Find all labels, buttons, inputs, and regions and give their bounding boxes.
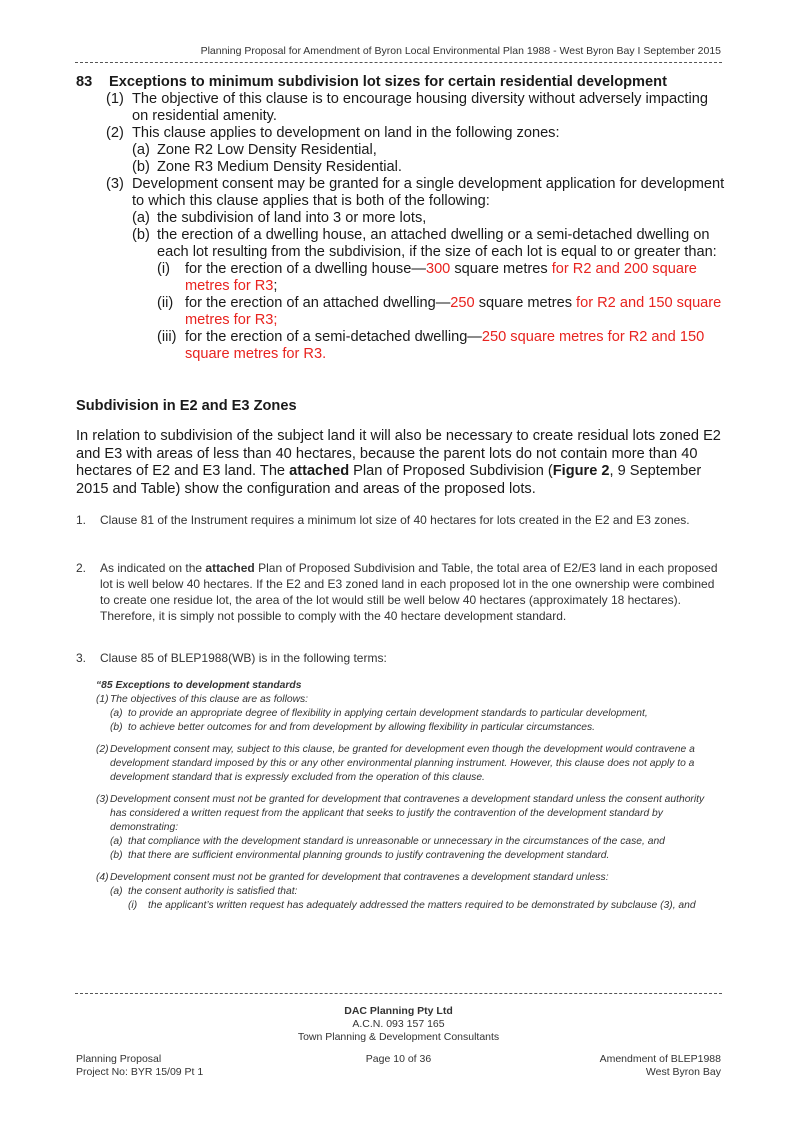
quote-text: Development consent must not be granted for development that contravenes a development standard unless the consent authority has considered a written request from the applicant that seeks to justify the contravention of the development standard by demonstrating: [110,794,705,833]
subclause-text: the erection of a dwelling house, an attached dwelling or a semi-detached dwelling on each lot resulting from the subdivision, if the size of each lot is equal to or greater than: [157,227,717,260]
quote-subclause-3 [96,793,722,835]
quote-subclause-1a [96,707,722,721]
quote-subclause-1b [96,721,722,735]
subclause-text: This clause applies to development on land in the following zones: [132,125,560,141]
footer-doc-type: Planning Proposal [76,1053,162,1065]
marker: (ii) [157,295,174,311]
page-number: Page 10 of 36 [365,1053,432,1065]
quote-text: the applicant’s written request has adequately addressed the matters required to be demonstrated by subclause (3), and [148,900,696,911]
marker: (iii) [157,329,177,345]
marker: (a) [132,142,150,158]
text-run: for the erection of a semi-detached dwelling— [185,329,482,345]
quote-subclause-4 [96,871,722,885]
numbered-paragraph-3 [76,650,722,666]
quote-text: the consent authority is satisfied that: [128,886,298,897]
amended-text: ; [273,312,278,328]
quote-text: Development consent may, subject to this clause, be granted for development even though the development would contravene a development standard imposed by this or any other environmental planning instrument. However, this clause does not apply to a development standard that is expressly excluded from the operation of this clause. [110,744,695,783]
running-header: Planning Proposal for Amendment of Byron Local Environmental Plan 1988 - West Byron Bay I September 2015 [200,45,721,57]
text-run: for the erection of an attached dwelling— [185,295,451,311]
text-run: square metres [474,295,577,311]
marker: (b) [132,227,150,243]
numbered-paragraph-1 [76,512,722,528]
marker: (b) [132,159,150,175]
marker: (a) [110,708,123,719]
text-run: In relation to subdivision of the subject land it will also be necessary to create residual lots zoned E2 and E3 with areas of less than 40 hectares, because the parent lots do not contain more than 40 hectares of E2 and E3 land. The [76,428,721,480]
quote-text: that there are sufficient environmental planning grounds to justify contravening the development standard. [128,850,610,861]
quote-subclause-3b [96,849,722,863]
paragraph-text [100,560,722,624]
intro-paragraph [76,428,722,498]
quote-text: that compliance with the development standard is unreasonable or unnecessary in the circumstances of the case, and [128,836,665,847]
clause-85-quote [96,679,722,913]
marker: (3) [106,176,124,192]
text-run: ; [273,278,278,294]
marker: (1) [96,694,109,705]
marker: (a) [110,836,123,847]
marker: (1) [106,91,124,107]
amended-text: 250 [450,295,475,311]
marker: (3) [96,794,109,805]
marker: (2) [96,744,109,755]
amended-text: . [322,346,327,362]
bold-text: attached [205,561,255,575]
quote-subclause-3a [96,835,722,849]
marker: 1. [76,513,87,527]
subclause-2 [76,125,726,142]
amended-text: for R2 and 150 square metres for R3 [185,295,722,328]
marker: (2) [106,125,124,141]
marker: (i) [128,900,138,911]
marker: (a) [110,886,123,897]
text-run: for the erection of a dwelling house— [185,261,426,277]
subclause-3b-iii [76,329,726,363]
section-heading: Subdivision in E2 and E3 Zones [76,398,297,414]
header-divider [75,62,722,63]
quote-text: to provide an appropriate degree of flexibility in applying certain development standards to particular development, [128,708,648,719]
subclause-text [185,295,726,329]
quote-subclause-2 [96,743,722,785]
clause-83 [76,74,726,363]
subclause-3 [76,176,726,210]
footer-divider [75,993,722,994]
footer-amendment: Amendment of BLEP1988 [599,1053,721,1065]
subclause-text: Development consent may be granted for a single development application for development to which this clause applies that is both of the following: [132,176,725,209]
footer-project-no: Project No: BYR 15/09 Pt 1 [76,1066,204,1078]
company-name: DAC Planning Pty Ltd [344,1005,453,1017]
bold-text: Figure 2 [552,463,610,480]
text-run: , 9 September 2015 and Table) show the configuration and areas of the proposed lots. [76,463,702,497]
marker: (b) [110,850,123,861]
footer-company-block [0,1005,797,1044]
paragraph-text: Clause 85 of BLEP1988(WB) is in the following terms: [100,651,387,665]
text-run: square metres [450,261,552,277]
subclause-text: the subdivision of land into 3 or more lots, [157,210,427,226]
subclause-2a [76,142,726,159]
bold-text: attached [289,463,350,480]
quote-title: “85 Exceptions to development standards [96,680,302,691]
company-tagline: Town Planning & Development Consultants [297,1031,500,1043]
text-run: Plan of Proposed Subdivision ( [349,463,553,480]
numbered-paragraph-2 [76,560,722,624]
quote-subclause-4a-i [96,899,722,913]
quote-text: The objectives of this clause are as follows: [110,694,309,705]
clause-number: 83 [76,74,93,90]
subclause-2b [76,159,726,176]
quote-subclause-1 [96,693,722,707]
subclause-text: The objective of this clause is to encourage housing diversity without adversely impacting on residential amenity. [132,91,708,124]
subclause-text: Zone R3 Medium Density Residential. [157,159,402,175]
text-run: Plan of Proposed Subdivision and Table, the total area of E2/E3 land in each proposed lot is well below 40 hectares. If the E2 and E3 zoned land in each proposed lot in the one ownership were combined to create one residue lot, the area of the lot would still be well below 40 hectares (approximately 18 hectares). Therefore, it is simply not possible to comply with the 40 hectare development standard. [100,561,718,623]
subclause-text [185,329,726,363]
amended-text: 250 square metres for R2 and 150 square metres for R3 [185,329,705,362]
footer-right [0,1053,721,1079]
marker: (i) [157,261,170,277]
paragraph-text: Clause 81 of the Instrument requires a minimum lot size of 40 hectares for lots created in the E2 and E3 zones. [100,513,690,527]
subclause-text: Zone R2 Low Density Residential, [157,142,377,158]
quote-text: to achieve better outcomes for and from development by allowing flexibility in particular circumstances. [128,722,596,733]
clause-83-heading [76,74,726,91]
marker: (4) [96,872,109,883]
subclause-1 [76,91,726,125]
marker: (a) [132,210,150,226]
subclause-3a [76,210,726,227]
text-run: As indicated on the [100,561,206,575]
subclause-3b-ii [76,295,726,329]
amended-text: for R2 and 200 square metres for R3 [185,261,697,294]
subclause-text [185,261,726,295]
subclause-3b-i [76,261,726,295]
company-acn: A.C.N. 093 157 165 [352,1018,445,1030]
clause-title: Exceptions to minimum subdivision lot sizes for certain residential development [109,74,667,90]
quote-subclause-4a [96,885,722,899]
amended-text: 300 [425,261,451,277]
subclause-3b [76,227,726,261]
footer-location: West Byron Bay [645,1066,721,1078]
marker: 2. [76,561,87,575]
marker: (b) [110,722,123,733]
marker: 3. [76,651,87,665]
quote-text: Development consent must not be granted for development that contravenes a development standard unless: [110,872,609,883]
